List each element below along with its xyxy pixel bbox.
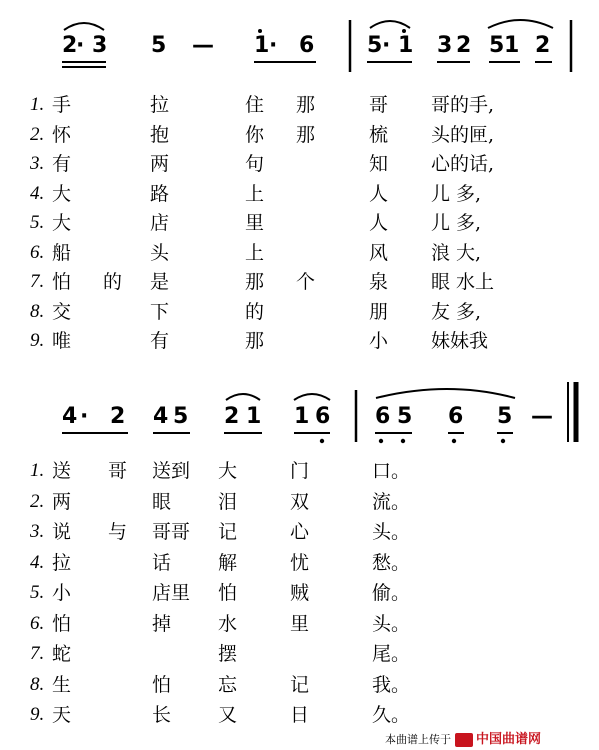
lyric-text: 心 [290,521,310,543]
lyric-text: 哥的手, [431,94,495,116]
lyric-text: 梳 [369,123,389,146]
lyric-text: 那 [245,330,265,352]
note-dot: · [80,404,89,429]
lyric-text: 上 [245,241,265,264]
note: 3 [437,33,453,58]
lyric-text: 泉 [369,271,389,293]
lyric-text: 日 [290,704,310,726]
lyric-text: 是 [150,271,170,293]
note: 6 [315,404,331,429]
verse-number: 4. [30,182,45,204]
lyric-text: 大 [52,182,72,205]
dash: — [531,404,553,429]
note: 5 [367,33,383,58]
lyric-text: 有 [150,330,170,352]
lyric-text: 心的话, [431,153,495,175]
lyric-text: 店 [150,212,170,234]
verse-number: 2. [30,123,45,145]
lyric-text: 贼 [290,582,310,604]
lyric-text: 头。 [372,612,411,635]
lyric-text: 大 [52,212,72,234]
lyric-text: 手 [52,94,72,116]
verse-number: 1. [30,460,45,481]
note: 5 [489,33,505,58]
lyric-text: 怀 [52,123,72,146]
note: 1 [294,404,310,429]
lyric-text: 你 [245,123,265,146]
lyric-text: 抱 [150,123,170,146]
lyric-text: 小 [52,582,72,604]
verse-number: 7. [30,271,45,292]
note-dot: · [269,33,278,58]
lyric-text: 唯 [52,330,72,352]
note: 1 [246,404,262,429]
lyric-text: 我。 [372,673,411,696]
verse-number: 7. [30,643,45,664]
lyric-text: 那 [296,94,316,116]
site-name: 中国曲谱网 [476,732,542,747]
verse-number: 9. [30,704,45,725]
lyric-text: 大 [218,460,238,482]
lyric-text: 有 [52,153,72,175]
note: 5 [397,404,413,429]
note: 2 [535,33,551,58]
lyric-text: 水 [218,612,238,635]
lyric-text: 掉 [152,612,172,635]
verse-number: 9. [30,330,45,351]
note: 3 [92,33,108,58]
note: 2 [224,404,240,429]
note: 1 [398,33,414,58]
lyric-text: 里 [245,212,265,234]
lyric-text: 记 [290,673,310,696]
lyric-text: 哥 [108,460,128,482]
lyric-text: 个 [296,271,316,293]
lyric-text: 知 [369,153,389,175]
lyric-text: 两 [52,490,72,513]
note: 4 [153,404,169,429]
note: 2 [62,33,78,58]
lyric-text: 与 [108,521,128,543]
note: 2 [110,404,126,429]
lyric-text: 天 [52,704,72,726]
verse-number: 5. [30,582,45,603]
lyric-text: 头。 [372,521,411,543]
note: 6 [299,33,315,58]
lyric-text: 送到 [152,460,191,482]
lyric-text: 哥哥 [152,521,191,543]
lyric-text: 眼 [152,490,172,513]
lyric-text: 拉 [150,94,170,116]
lyric-text: 怕 [52,612,72,635]
lyric-text: 怕 [152,673,172,696]
dash: — [192,33,214,58]
note: 5 [151,33,167,58]
note: 4 [62,404,78,429]
verse-number: 5. [30,212,45,233]
verse-number: 8. [30,673,45,695]
lyric-text: 泪 [218,490,238,513]
verse-number: 3. [30,153,45,174]
lyric-text: 蛇 [52,643,72,665]
lyric-text: 下 [150,300,170,323]
lyric-text: 偷。 [372,582,411,604]
footer [385,728,541,747]
verse-number: 8. [30,300,45,322]
lyric-text: 店里 [152,582,191,604]
lyric-text: 忧 [290,551,310,574]
lyric-text: 生 [52,673,72,696]
lyric-text: 里 [290,612,310,635]
lyric-text: 两 [150,153,170,175]
note: 1 [504,33,520,58]
lyric-text: 怕 [52,271,72,293]
lyric-text: 朋 [369,300,389,323]
note-dot: · [76,33,85,58]
footer-text: 本曲谱上传于 [385,733,451,746]
lyric-text: 的 [245,300,265,323]
note: 2 [456,33,472,58]
lyric-text: 船 [52,241,72,264]
lyric-text: 那 [245,271,265,293]
lyric-text: 妹妹我 [431,330,489,352]
site-logo-icon [455,733,473,747]
lyric-text: 摆 [218,643,238,665]
lyric-text: 哥 [369,94,389,116]
lyric-text: 久。 [372,704,411,726]
lyric-text: 人 [369,182,389,205]
lyric-text: 路 [150,182,170,205]
note: 6 [375,404,391,429]
verse-number: 4. [30,551,45,573]
lyric-text: 忘 [218,673,238,696]
lyric-text: 那 [296,123,316,146]
lyric-text: 尾。 [372,643,411,665]
lyric-text: 交 [52,300,72,323]
lyric-text: 人 [369,212,389,234]
note: 5 [173,404,189,429]
lyric-text: 拉 [52,551,72,574]
note: 1 [254,33,270,58]
lyric-text: 送 [52,460,72,482]
lyric-text: 话 [152,551,172,574]
lyric-text: 小 [369,330,389,352]
lyric-text: 口。 [372,460,411,482]
lyric-text: 儿 多, [431,212,482,234]
lyric-text: 上 [245,182,265,205]
verse-number: 6. [30,612,45,634]
verse-number: 2. [30,490,45,512]
lyric-text: 说 [52,521,72,543]
lyric-text: 长 [152,704,172,726]
lyric-text: 浪 大, [431,241,482,264]
lyric-text: 风 [369,241,389,264]
lyric-text: 眼 水上 [431,271,495,293]
lyric-text: 头 [150,241,170,264]
lyric-text: 住 [245,94,265,116]
lyric-text: 流。 [372,490,411,513]
lyric-text: 的 [103,271,123,293]
lyric-text: 双 [290,490,310,513]
lyric-text: 愁。 [372,551,411,574]
lyric-text: 记 [218,521,238,543]
lyric-text: 门 [290,460,310,482]
lyric-text: 儿 多, [431,182,482,205]
lyric-text: 友 多, [431,300,482,323]
note: 5 [497,404,513,429]
lyric-text: 又 [218,704,238,726]
verse-number: 6. [30,241,45,263]
verse-number: 3. [30,521,45,542]
verse-number: 1. [30,94,45,115]
note: 6 [448,404,464,429]
lyric-text: 解 [218,551,238,574]
lyric-text: 怕 [218,582,238,604]
lyric-text: 头的匣, [431,123,495,146]
note-dot: · [382,33,391,58]
lyric-text: 句 [245,153,265,175]
